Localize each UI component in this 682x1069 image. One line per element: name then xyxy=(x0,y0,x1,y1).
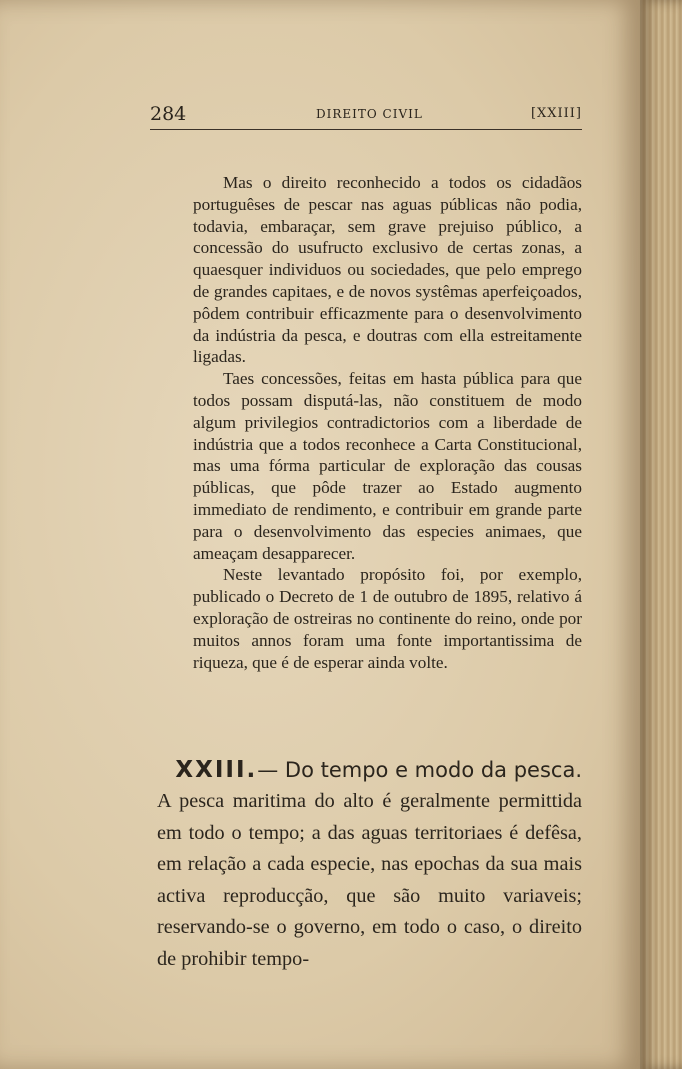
paragraph: Neste levantado propósito foi, por exemplo, publicado o Decreto de 1 de outubro de 1895, relativo á exploração de ostreiras no continente do reino, onde por muitos annos foram uma fonte importantissima de riqueza, que é de esperar ainda volte. xyxy=(193,565,582,672)
paragraph: Mas o direito reconhecido a todos os cidadãos portuguêses de pescar nas aguas públicas não podia, todavia, embaraçar, sem grave prejuiso público, a concessão do usufructo exclusivo de certas zonas, a quaesquer individuos ou sociedades, que pelo emprego de grandes capitaes, e de novos systêmas aperfeiçoados, pôdem contribuir efficazmente para o desenvolvimento da indústria da pesca, e doutras com ella estreitamente ligadas. xyxy=(193,173,582,367)
paragraph: Taes concessões, feitas em hasta pública para que todos possam disputá-las, não constituem de modo algum privilegios contradictorios com a liberdade de indústria que a todos reconhece a Carta Constitucional, mas uma fórma particular de exploração das cousas públicas, que pôde trazer ao Estado augmento immediato de rendimento, e contribuir em grande parte para o desenvolvimento das especies animaes, que ameaçam desapparecer. xyxy=(193,369,582,563)
section-title: — Do tempo e modo da pesca. xyxy=(257,758,582,782)
page-edges xyxy=(640,0,682,1069)
section-heading xyxy=(157,756,582,784)
section-xxiii xyxy=(157,756,582,976)
page-header xyxy=(150,103,582,127)
section-reference: [XXIII] xyxy=(530,106,582,121)
body-text xyxy=(193,172,582,673)
section-paragraph: A pesca maritima do alto é geralmente permittida em todo o tempo; a das aguas territoriaes é defêsa, em relação a cada especie, nas epochas da sua mais activa reproducção, que são muito variaveis; reservando-se o governo, em todo o caso, o direito de prohibir tempo- xyxy=(157,790,582,970)
header-rule xyxy=(150,129,582,130)
section-number: XXIII. xyxy=(175,757,258,783)
page-number: 284 xyxy=(150,103,187,125)
running-title: DIREITO CIVIL xyxy=(316,107,423,121)
